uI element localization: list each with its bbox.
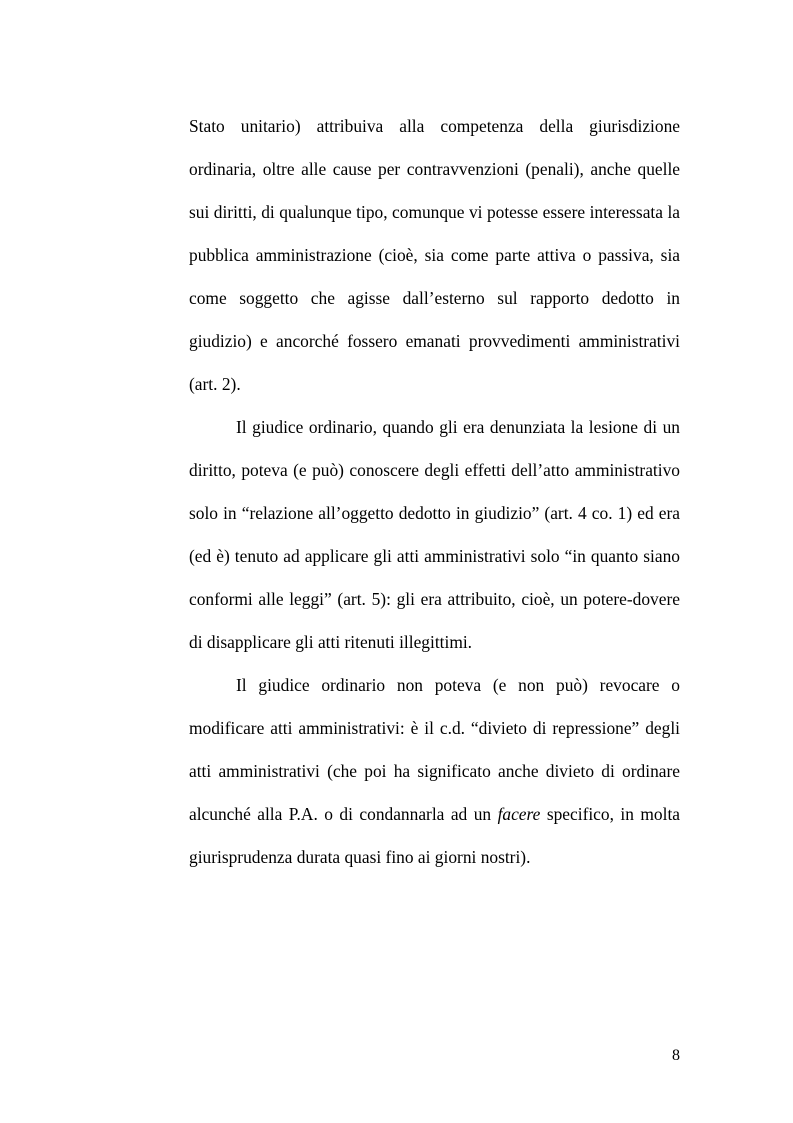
- paragraph-3: [189, 664, 680, 879]
- paragraph-2-text: Il giudice ordinario, quando gli era denunziata la lesione di un diritto, poteva (e può) conoscere degli effetti dell’atto amministrativo solo in “relazione all’oggetto dedotto in giudizio” (art. 4 co. 1) ed era (ed è) tenuto ad applicare gli atti amministrativi solo “in quanto siano conformi alle leggi” (art. 5): gli era attribuito, cioè, un potere-dovere di disapplicare gli atti ritenuti illegittimi.: [189, 417, 680, 652]
- paragraph-2: [189, 406, 680, 664]
- paragraph-3-text-end: specifico, in molta giurisprudenza durata quasi fino ai giorni nostri).: [189, 804, 680, 867]
- paragraph-1-text: Stato unitario) attribuiva alla competenza della giurisdizione ordinaria, oltre alle cause per contravvenzioni (penali), anche quelle sui diritti, di qualunque tipo, comunque vi potesse essere interessata la pubblica amministrazione (cioè, sia come parte attiva o passiva, sia come soggetto che agisse dall’esterno sul rapporto dedotto in giudizio) e ancorché fossero emanati provvedimenti amministrativi (art. 2).: [189, 116, 680, 394]
- italic-term-facere: facere: [497, 804, 541, 824]
- body-text: [189, 105, 680, 879]
- paragraph-1: [189, 105, 680, 406]
- paragraph-3-text-start: Il giudice ordinario non poteva (e non può) revocare o modificare atti amministrativi: è il c.d. “divieto di repressione” degli atti amministrativi (che poi ha significato anche divieto di ordinare alcunché alla P.A. o di condannarla ad un: [189, 675, 680, 824]
- page-number: 8: [672, 1047, 680, 1064]
